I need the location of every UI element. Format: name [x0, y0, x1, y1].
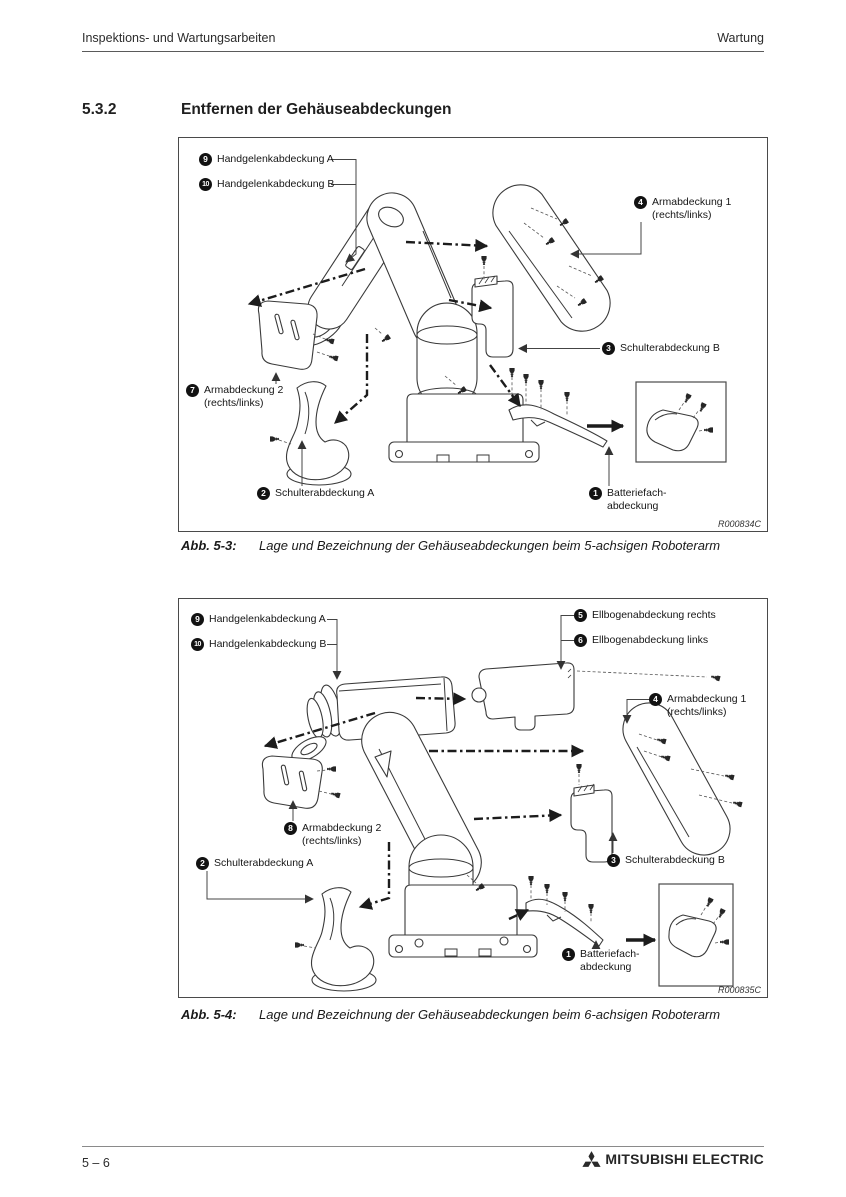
part-label: 3 Schulterabdeckung B [607, 854, 725, 867]
caption-label: Abb. 5-3: [181, 538, 237, 553]
cover-batteriefach [526, 876, 603, 946]
header-right: Wartung [717, 31, 764, 45]
label-number-badge: 10 [199, 178, 212, 191]
part-label: 2 Schulterabdeckung A [196, 857, 313, 870]
caption-text: Lage und Bezeichnung der Gehäuseabdeckungen beim 6-achsigen Roboterarm [259, 1007, 721, 1022]
label-number-badge: 9 [191, 613, 204, 626]
part-label: 7 Armabdeckung 2 (rechts/links) [186, 384, 283, 410]
part-label: 10 Handgelenkabdeckung B [199, 178, 334, 191]
part-label: 4 Armabdeckung 1 (rechts/links) [634, 196, 731, 222]
figure-reference-code: R000834C [717, 519, 761, 529]
part-label: 1 Batteriefach- abdeckung [562, 948, 640, 974]
label-number-badge: 4 [634, 196, 647, 209]
part-label: 4 Armabdeckung 1 (rechts/links) [649, 693, 746, 719]
cover-armabdeckung-2 [262, 756, 340, 808]
label-number-badge: 3 [602, 342, 615, 355]
label-number-badge: 1 [562, 948, 575, 961]
part-label: 6 Ellbogenabdeckung links [574, 634, 708, 647]
figure-5-4 [178, 598, 768, 998]
part-label: 9 Handgelenkabdeckung A [199, 153, 334, 166]
label-number-badge: 8 [284, 822, 297, 835]
mitsubishi-three-diamond-icon [581, 1151, 602, 1167]
label-number-badge: 1 [589, 487, 602, 500]
cover-schulterabdeckung-b [472, 256, 513, 357]
cover-schulterabdeckung-b [571, 764, 612, 862]
part-label: 8 Armabdeckung 2 (rechts/links) [284, 822, 381, 848]
shoulder-body [417, 303, 477, 408]
page-number: 5 – 6 [82, 1156, 110, 1170]
brand-logo-block [581, 1151, 764, 1167]
figure-reference-code: R000835C [717, 985, 761, 995]
part-label: 5 Ellbogenabdeckung rechts [574, 609, 716, 622]
label-number-badge: 2 [257, 487, 270, 500]
robot-exploded-diagram-6axis [179, 599, 767, 997]
base-plate [389, 442, 539, 462]
label-number-badge: 10 [191, 638, 204, 651]
figure-5-3 [178, 137, 768, 532]
label-number-badge: 6 [574, 634, 587, 647]
header-rule [82, 51, 764, 52]
part-label: 9 Handgelenkabdeckung A [191, 613, 326, 626]
base-box [407, 394, 523, 446]
part-label: 1 Batteriefach- abdeckung [589, 487, 667, 513]
battery-cover-inset [587, 382, 726, 462]
cover-schulterabdeckung-a [295, 888, 376, 991]
cover-batteriefach [509, 368, 607, 447]
caption-label: Abb. 5-4: [181, 1007, 237, 1022]
battery-cover-inset [626, 884, 733, 986]
figure-caption [181, 1007, 720, 1022]
label-number-badge: 3 [607, 854, 620, 867]
figure-caption [181, 538, 720, 553]
label-number-badge: 5 [574, 609, 587, 622]
section-number: 5.3.2 [82, 101, 117, 118]
cover-armabdeckung-1 [623, 703, 743, 855]
base-box [405, 885, 517, 939]
footer-rule [82, 1146, 764, 1147]
part-label: 10 Handgelenkabdeckung B [191, 638, 326, 651]
base-plate [389, 935, 537, 957]
section-heading [82, 101, 451, 119]
page-header [82, 31, 764, 45]
part-label: 2 Schulterabdeckung A [257, 487, 374, 500]
header-left: Inspektions- und Wartungsarbeiten [82, 31, 276, 45]
caption-text: Lage und Bezeichnung der Gehäuseabdeckungen beim 5-achsigen Roboterarm [259, 538, 721, 553]
section-title: Entfernen der Gehäuseabdeckungen [181, 101, 452, 118]
label-number-badge: 7 [186, 384, 199, 397]
label-number-badge: 2 [196, 857, 209, 870]
label-number-badge: 4 [649, 693, 662, 706]
brand-name: MITSUBISHI ELECTRIC [605, 1151, 764, 1167]
part-label: 3 Schulterabdeckung B [602, 342, 720, 355]
label-number-badge: 9 [199, 153, 212, 166]
